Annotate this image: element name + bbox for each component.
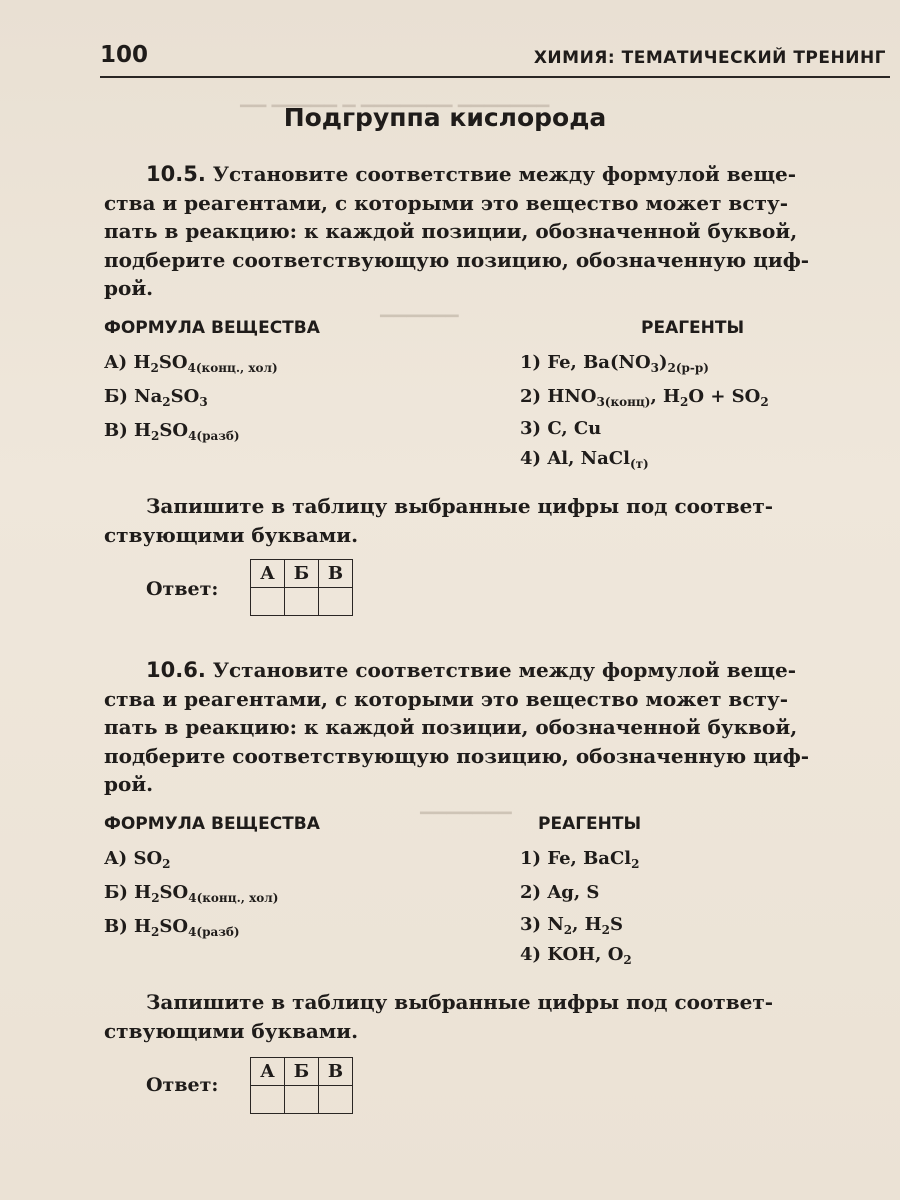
statement-line: подберите соответствующую позицию, обозначенную циф- bbox=[104, 247, 810, 272]
formula-subscript: 2 bbox=[563, 923, 573, 937]
formula-subscript: 3 bbox=[650, 361, 659, 375]
reagent-item bbox=[520, 944, 632, 967]
formula-subscript: 4(разб) bbox=[188, 925, 240, 939]
statement-line: пать в реакцию: к каждой позиции, обозначенной буквой, bbox=[104, 219, 798, 243]
formula-text: , H bbox=[572, 914, 602, 935]
item-label: А) bbox=[104, 848, 134, 869]
formula-text: KOH, O bbox=[547, 944, 624, 965]
formula-subscript: 2 bbox=[162, 395, 171, 409]
formula-item bbox=[104, 352, 278, 375]
answer-cell[interactable] bbox=[251, 588, 285, 616]
answer-table-10-5 bbox=[250, 559, 353, 616]
page-number: 100 bbox=[100, 42, 149, 68]
reagent-item bbox=[520, 848, 640, 871]
reagents-column-header: РЕАГЕНТЫ bbox=[641, 318, 745, 338]
answer-cell[interactable] bbox=[319, 1086, 353, 1114]
formula-text: SO bbox=[170, 386, 200, 407]
formula-subscript: 2 bbox=[151, 429, 160, 443]
book-title: ХИМИЯ: ТЕМАТИЧЕСКИЙ ТРЕНИНГ bbox=[533, 48, 886, 68]
formula-text: SO bbox=[159, 882, 189, 903]
formula-subscript: 2 bbox=[151, 925, 160, 939]
formula-text: SO bbox=[159, 916, 189, 937]
item-label: 1) bbox=[520, 848, 548, 869]
task-10-6-statement bbox=[104, 656, 884, 799]
formula-text: Fe, BaCl bbox=[547, 848, 632, 869]
running-header bbox=[100, 40, 890, 78]
statement-line: ства и реагентами, с которыми это вещество может всту- bbox=[104, 686, 789, 711]
formula-item bbox=[104, 916, 240, 939]
task-number: 10.5. bbox=[146, 162, 206, 186]
formula-subscript: 4(конц., хол) bbox=[187, 361, 278, 375]
statement-line: Установите соответствие между формулой веще- bbox=[212, 658, 797, 682]
formula-text: S bbox=[610, 914, 624, 935]
answer-label: Ответ: bbox=[146, 1074, 219, 1096]
formula-subscript: 2 bbox=[680, 395, 689, 409]
instruction-line: Запишите в таблицу выбранные цифры под соответ- bbox=[146, 494, 774, 518]
formula-text: ) bbox=[658, 352, 668, 373]
bleed-through: ▁▁▁▁▁▁▁ bbox=[420, 795, 512, 815]
formula-subscript: 3(конц) bbox=[596, 395, 651, 409]
bleed-through: ▁▁ ▁▁▁▁▁ ▁ ▁▁▁▁▁▁▁ ▁▁▁▁▁▁▁ bbox=[240, 88, 550, 108]
item-label: 2) bbox=[520, 386, 548, 407]
instruction-line: Запишите в таблицу выбранные цифры под соответ- bbox=[146, 990, 774, 1014]
answer-cell[interactable] bbox=[285, 1086, 319, 1114]
formula-text: H bbox=[134, 420, 152, 441]
item-label: 4) bbox=[520, 448, 548, 469]
formula-subscript: 2 bbox=[631, 857, 640, 871]
formula-item bbox=[104, 882, 278, 905]
item-label: 2) bbox=[520, 882, 548, 903]
answer-cell[interactable] bbox=[319, 588, 353, 616]
item-label: 3) bbox=[520, 418, 548, 439]
formula-text: H bbox=[133, 352, 151, 373]
item-label: 4) bbox=[520, 944, 548, 965]
answer-column-header: А bbox=[251, 1058, 285, 1086]
reagent-item bbox=[520, 914, 623, 937]
reagents-column-header: РЕАГЕНТЫ bbox=[538, 814, 642, 834]
answer-table-10-6 bbox=[250, 1057, 353, 1114]
formula-text: Fe, Ba(NO bbox=[547, 352, 651, 373]
statement-line: ства и реагентами, с которыми это вещество может всту- bbox=[104, 190, 789, 215]
item-label: В) bbox=[104, 916, 134, 937]
reagent-item bbox=[520, 418, 601, 439]
formula-text: H bbox=[134, 916, 152, 937]
answer-column-header: Б bbox=[285, 560, 319, 588]
answer-column-header: В bbox=[319, 1058, 353, 1086]
formula-item bbox=[104, 848, 171, 871]
answer-cell[interactable] bbox=[251, 1086, 285, 1114]
statement-line: рой. bbox=[104, 772, 154, 796]
formula-text: SO bbox=[133, 848, 163, 869]
item-label: 3) bbox=[520, 914, 548, 935]
task-10-5-instruction bbox=[104, 492, 884, 549]
answer-column-header: Б bbox=[285, 1058, 319, 1086]
answer-column-header: В bbox=[319, 560, 353, 588]
statement-line: рой. bbox=[104, 276, 154, 300]
reagent-item bbox=[520, 386, 769, 409]
formula-subscript: 4(конц., хол) bbox=[188, 891, 279, 905]
instruction-line: ствующими буквами. bbox=[104, 1018, 359, 1043]
formula-text: Ag, S bbox=[547, 882, 600, 903]
section-title: Подгруппа кислорода bbox=[283, 103, 607, 132]
formula-subscript: (т) bbox=[629, 457, 649, 471]
reagent-item bbox=[520, 882, 599, 903]
formula-text: SO bbox=[159, 420, 189, 441]
item-label: 1) bbox=[520, 352, 548, 373]
formula-column-header: ФОРМУЛА ВЕЩЕСТВА bbox=[104, 814, 320, 834]
formula-item bbox=[104, 420, 240, 443]
task-10-5-statement bbox=[104, 160, 884, 303]
formula-text: H bbox=[134, 882, 152, 903]
formula-text: N bbox=[547, 914, 564, 935]
formula-subscript: 2 bbox=[623, 953, 632, 967]
item-label: А) bbox=[104, 352, 134, 373]
formula-subscript: 2 bbox=[760, 395, 769, 409]
formula-subscript: 2 bbox=[601, 923, 611, 937]
instruction-line: ствующими буквами. bbox=[104, 522, 359, 547]
formula-subscript: 2 bbox=[162, 857, 171, 871]
statement-line: Установите соответствие между формулой веще- bbox=[212, 162, 797, 186]
formula-subscript: 2(р-р) bbox=[667, 361, 709, 375]
task-10-6-instruction bbox=[104, 988, 884, 1045]
reagent-item bbox=[520, 448, 649, 471]
reagent-item bbox=[520, 352, 709, 375]
formula-text: Al, NaCl bbox=[547, 448, 630, 469]
formula-text: C, Cu bbox=[547, 418, 602, 439]
answer-cell[interactable] bbox=[285, 588, 319, 616]
statement-line: пать в реакцию: к каждой позиции, обозначенной буквой, bbox=[104, 715, 798, 739]
formula-text: , H bbox=[650, 386, 681, 407]
formula-column-header: ФОРМУЛА ВЕЩЕСТВА bbox=[104, 318, 320, 338]
item-label: В) bbox=[104, 420, 134, 441]
formula-subscript: 2 bbox=[150, 361, 159, 375]
answer-column-header: А bbox=[251, 560, 285, 588]
formula-item bbox=[104, 386, 208, 409]
formula-subscript: 3 bbox=[199, 395, 208, 409]
item-label: Б) bbox=[104, 882, 135, 903]
bleed-through: ▁▁▁▁▁▁ bbox=[380, 298, 459, 318]
item-label: Б) bbox=[104, 386, 135, 407]
answer-label: Ответ: bbox=[146, 578, 219, 600]
statement-line: подберите соответствующую позицию, обозначенную циф- bbox=[104, 743, 810, 768]
formula-text: Na bbox=[134, 386, 163, 407]
formula-text: SO bbox=[158, 352, 188, 373]
formula-text: O + SO bbox=[688, 386, 761, 407]
formula-subscript: 4(разб) bbox=[188, 429, 240, 443]
task-number: 10.6. bbox=[146, 658, 206, 682]
formula-subscript: 2 bbox=[151, 891, 160, 905]
formula-text: HNO bbox=[547, 386, 597, 407]
